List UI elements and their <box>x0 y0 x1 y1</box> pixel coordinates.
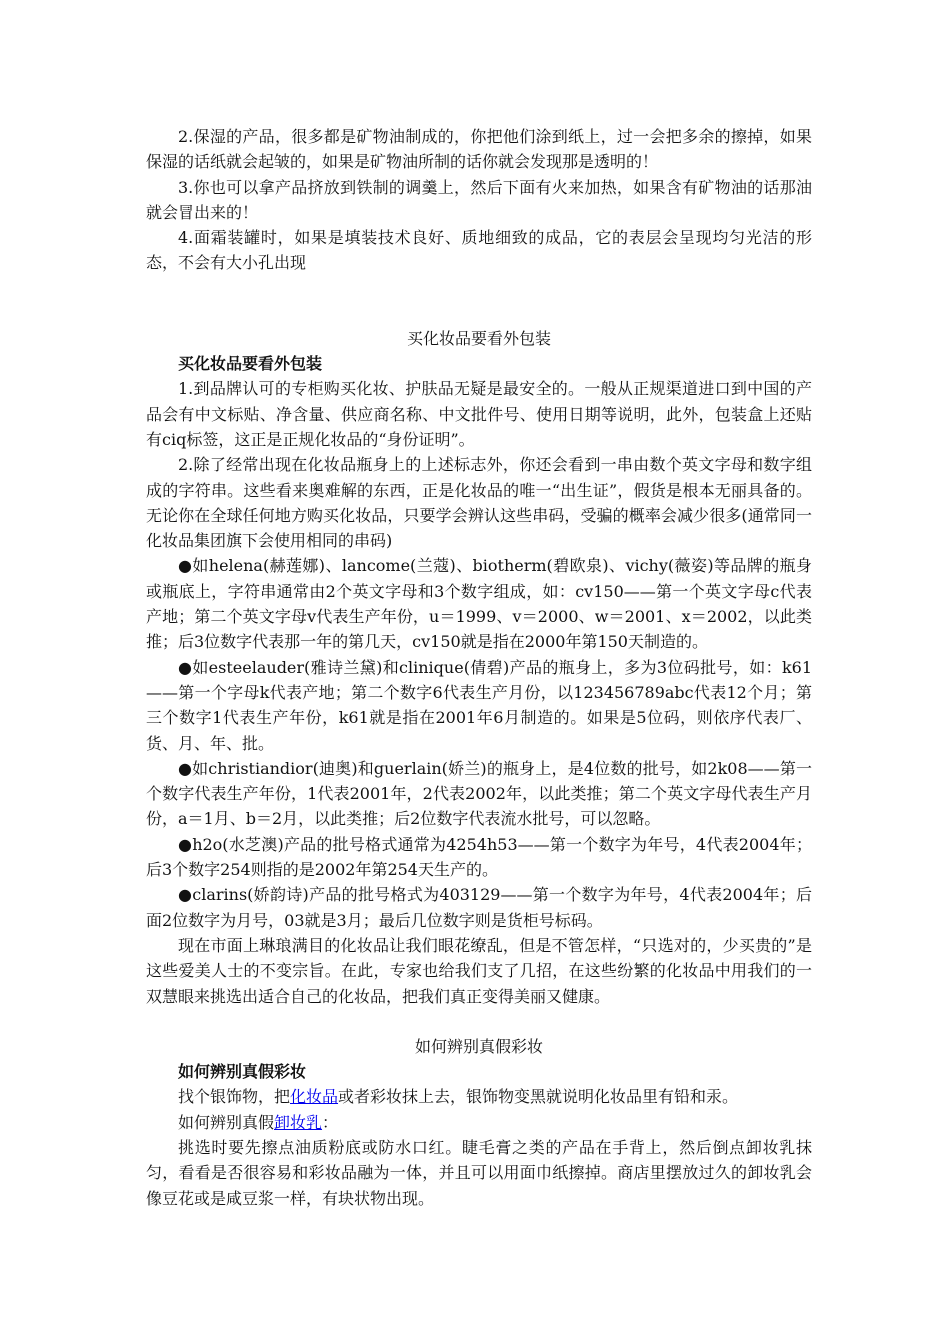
paragraph-batch-h2o: ●h2o(水芝澳)产品的批号格式通常为4254h53——第一个数字为年号，4代表2004年；后3个数字254则指的是2002年第254天生产的。 <box>146 834 812 880</box>
paragraph-batch-helena: ●如helena(赫莲娜)、lancome(兰蔻)、biotherm(碧欧泉)、vichy(薇姿)等品牌的瓶身或瓶底上，字符串通常由2个英文字母和3个数字组成，如：cv150——第一个英文字母c代表产地；第二个英文字母v代表生产年份，u＝1999、v＝2000、w＝2001、x＝2002，以此类推；后3位数字代表那一年的第几天，cv150就是指在2000年第150天制造的。 <box>146 556 812 652</box>
paragraph-packaging-2: 2.除了经常出现在化妆品瓶身上的上述标志外，你还会看到一串由数个英文字母和数字组成的字符串。这些看来奥难解的东西，正是化妆品的唯一“出生证”，假货是根本无丽具备的。无论你在全球任何地方购买化妆品，只要学会辨认这些串码，受骗的概率会减少很多(通常同一化妆品集团旗下会使用相同的串码) <box>146 455 812 551</box>
text-segment: 找个银饰物，把 <box>178 1087 291 1107</box>
section-title-packaging: 买化妆品要看外包装 <box>406 328 551 348</box>
paragraph-spoon-heat-test: 3.你也可以拿产品挤放到铁制的调羹上，然后下面有火来加热，如果含有矿物油的话那油就会冒出来的！ <box>146 177 812 222</box>
link-makeup-remover[interactable]: 卸妆乳 <box>274 1112 323 1132</box>
paragraph-moisturizer-paper-test: 2.保湿的产品，很多都是矿物油制成的，你把他们涂到纸上，过一会把多余的擦掉，如果保湿的话纸就会起皱的，如果是矿物油所制的话你就会发现那是透明的！ <box>146 127 812 172</box>
paragraph-cream-jar-surface: 4.面霜装罐时，如果是填装技术良好、质地细致的成品，它的表层会呈现均匀光洁的形态，不会有大小孔出现 <box>146 228 812 273</box>
section-subtitle-packaging: 买化妆品要看外包装 <box>178 354 323 374</box>
paragraph-silver-test <box>146 1084 812 1109</box>
paragraph-remover-test: 挑选时要先擦点油质粉底或防水口红。睫毛膏之类的产品在手背上，然后倒点卸妆乳抹匀，看看是否很容易和彩妆品融为一体，并且可以用面巾纸擦掉。商店里摆放过久的卸妆乳会像豆花或是咸豆浆一样，有块状物出现。 <box>146 1137 812 1208</box>
text-segment: 如何辨别真假 <box>178 1112 275 1132</box>
link-cosmetics[interactable]: 化妆品 <box>290 1087 339 1107</box>
paragraph-packaging-summary: 现在市面上琳琅满目的化妆品让我们眼花缭乱，但是不管怎样，“只选对的，少买贵的”是这些爱美人士的不变宗旨。在此，专家也给我们支了几招，在这些纷繁的化妆品中用我们的一双慧眼来挑选出适合自己的化妆品，把我们真正变得美丽又健康。 <box>146 935 812 1006</box>
paragraph-remover-heading <box>146 1110 812 1135</box>
section-spacer <box>146 1009 812 1034</box>
section-title-makeup: 如何辨别真假彩妆 <box>414 1036 543 1056</box>
text-segment: 或者彩妆抹上去，银饰物变黑就说明化妆品里有铅和汞。 <box>338 1087 739 1107</box>
document-body <box>146 124 812 1211</box>
paragraph-batch-dior: ●如christiandior(迪奥)和guerlain(娇兰)的瓶身上，是4位数的批号，如2k08——第一个数字代表生产年份，1代表2001年，2代表2002年，以此类推；第二个英文字母代表生产月份，a＝1月、b＝2月，以此类推；后2位数字代表流水批号，可以忽略。 <box>146 758 812 829</box>
section-spacer <box>146 276 812 326</box>
paragraph-batch-esteelauder: ●如esteelauder(雅诗兰黛)和clinique(倩碧)产品的瓶身上，多为3位码批号，如：k61——第一个字母k代表产地；第二个数字6代表生产月份，以123456789abc代表12个月；第三个数字1代表生产年份，k61就是指在2001年6月制造的。如果是5位码，则依序代表厂、货、月、年、批。 <box>146 657 812 753</box>
paragraph-packaging-1: 1.到品牌认可的专柜购买化妆、护肤品无疑是最安全的。一般从正规渠道进口到中国的产品会有中文标贴、净含量、供应商名称、中文批件号、使用日期等说明，此外，包装盒上还贴有ciq标签，这正是正规化妆品的“身份证明”。 <box>146 379 812 449</box>
paragraph-batch-clarins: ●clarins(娇韵诗)产品的批号格式为403129——第一个数字为年号，4代表2004年；后面2位数字为月号，03就是3月；最后几位数字则是货柜号标码。 <box>146 885 812 930</box>
text-segment: ： <box>322 1112 339 1132</box>
section-subtitle-makeup: 如何辨别真假彩妆 <box>178 1062 307 1082</box>
